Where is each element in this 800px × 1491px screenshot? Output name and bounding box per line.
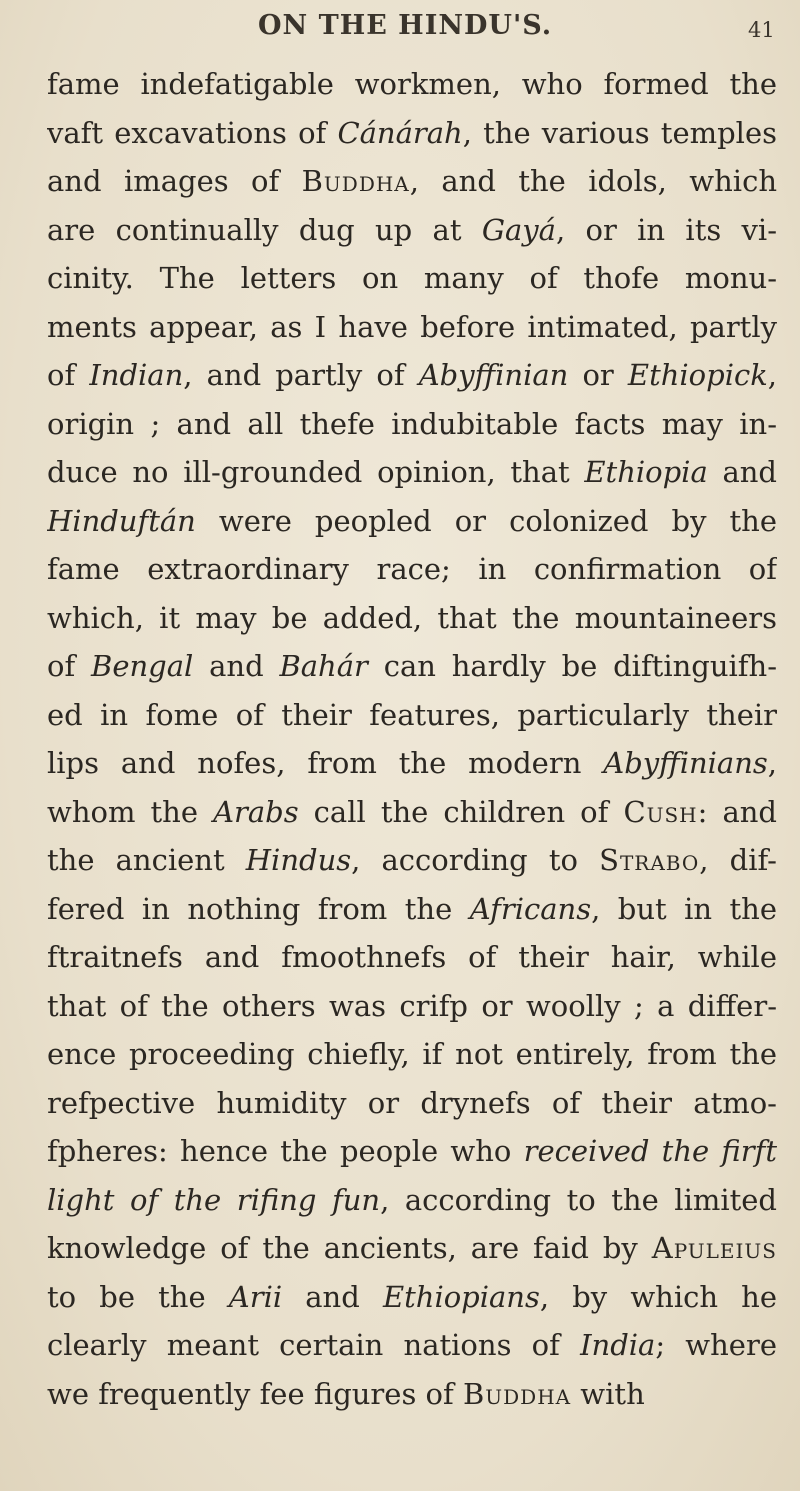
text-segment: , the various temples <box>462 115 777 150</box>
text-line <box>47 109 777 158</box>
text-line <box>47 933 777 982</box>
text-segment: with <box>571 1376 645 1411</box>
text-line <box>47 351 777 400</box>
running-title: ON THE HINDU'S. <box>258 10 553 41</box>
text-segment: fame extraordinary race; in confirmation of <box>47 552 777 586</box>
text-segment: of <box>47 649 92 683</box>
text-line <box>47 1127 777 1176</box>
small-caps-text: Strabo <box>599 843 700 877</box>
text-segment: knowledge of the ancients, are faid by <box>47 1231 652 1265</box>
italic-text: Ethiopia <box>584 455 708 489</box>
italic-text: Hinduftán <box>47 503 196 538</box>
text-segment: ence proceeding chiefly, if not entirely, from the <box>47 1037 777 1071</box>
text-segment: whom the <box>47 794 214 829</box>
text-line <box>47 497 777 546</box>
text-line <box>47 885 777 934</box>
text-segment: , and the idols, which <box>409 164 777 198</box>
text-segment: ftraitnefs and fmoothnefs of their hair, while <box>47 940 777 974</box>
text-segment: are continually dug up at <box>47 212 482 247</box>
text-segment: and <box>282 1279 383 1314</box>
text-line <box>47 836 777 885</box>
text-segment: and images of <box>47 164 302 198</box>
italic-text: Abyffinians <box>603 746 768 780</box>
text-segment: fame indefatigable workmen, who formed the <box>47 67 777 101</box>
italic-text: Bahár <box>279 649 368 683</box>
text-line <box>47 642 777 691</box>
text-line <box>47 60 777 109</box>
text-line <box>47 448 777 497</box>
text-segment: call the children of <box>298 794 624 829</box>
text-segment: , or in its vi- <box>555 212 777 247</box>
text-segment: were peopled or colonized by the <box>195 503 777 538</box>
text-segment: , dif- <box>699 843 777 877</box>
text-segment: , and partly of <box>183 358 419 392</box>
text-segment: ed in fome of their features, particularly their <box>47 697 777 732</box>
small-caps-text: Buddha <box>301 164 410 198</box>
body-text <box>47 60 777 1418</box>
text-line <box>47 1224 777 1273</box>
text-segment: fpheres: hence the people who <box>47 1134 524 1168</box>
text-segment: the ancient <box>47 843 246 877</box>
text-line <box>47 206 777 255</box>
text-segment: of <box>47 358 90 392</box>
text-line <box>47 1079 777 1128</box>
text-segment: , according to the limited <box>380 1182 777 1217</box>
small-caps-text: Apuleius <box>651 1231 777 1265</box>
text-segment: origin ; and all thefe indubitable facts may in- <box>47 406 777 441</box>
text-line <box>47 982 777 1031</box>
text-segment: and <box>707 455 777 489</box>
text-line <box>47 1030 777 1079</box>
text-segment: lips and nofes, from the modern <box>47 746 604 780</box>
text-segment: duce no ill-grounded opinion, that <box>47 455 585 489</box>
text-segment: clearly meant certain nations of <box>47 1328 581 1362</box>
text-line <box>47 1176 777 1225</box>
text-segment: which, it may be added, that the mountaineers <box>47 600 777 635</box>
text-segment: can hardly be diftinguifh- <box>367 649 777 683</box>
text-segment: , <box>767 358 777 392</box>
text-segment: and <box>193 649 280 683</box>
italic-text: received the firft <box>523 1134 777 1168</box>
italic-text: Cánárah <box>337 115 463 150</box>
text-line <box>47 303 777 352</box>
small-caps-text: Buddha <box>462 1376 572 1411</box>
text-line <box>47 1370 777 1419</box>
running-head <box>0 8 800 44</box>
italic-text: Arii <box>228 1279 283 1314</box>
text-line <box>47 691 777 740</box>
text-segment: to be the <box>47 1279 229 1314</box>
text-line <box>47 739 777 788</box>
italic-text: Bengal <box>91 649 194 683</box>
text-segment: ments appear, as I have before intimated, partly <box>47 309 777 344</box>
text-segment: that of the others was crifp or woolly ; a differ- <box>47 988 777 1023</box>
text-segment: , by which he <box>539 1279 777 1314</box>
text-line <box>47 400 777 449</box>
text-line <box>47 545 777 594</box>
text-segment: : and <box>697 794 777 829</box>
italic-text: Africans <box>469 891 592 926</box>
text-line <box>47 157 777 206</box>
italic-text: Ethiopians <box>382 1279 540 1314</box>
italic-text: Gayá <box>481 212 556 247</box>
text-segment: vaft excavations of <box>47 115 338 150</box>
text-segment: , according to <box>351 843 600 877</box>
text-segment: ; where <box>655 1328 777 1362</box>
italic-text: Ethiopick <box>627 358 768 392</box>
italic-text: Indian <box>89 358 184 392</box>
page-number: 41 <box>748 18 775 42</box>
text-line <box>47 1321 777 1370</box>
text-segment: cinity. The letters on many of thofe monu- <box>47 261 777 295</box>
text-segment: we frequently fee figures of <box>47 1376 463 1411</box>
italic-text: light of the rifing fun <box>47 1182 381 1217</box>
text-line <box>47 254 777 303</box>
italic-text: Arabs <box>213 794 299 829</box>
text-segment: refpective humidity or drynefs of their atmo- <box>47 1085 777 1120</box>
italic-text: Hindus <box>245 843 352 877</box>
text-segment: , <box>767 746 777 780</box>
text-segment: or <box>568 358 628 392</box>
italic-text: India <box>580 1328 656 1362</box>
text-segment: , but in the <box>591 891 777 926</box>
text-line <box>47 1273 777 1322</box>
text-line <box>47 788 777 837</box>
text-line <box>47 594 777 643</box>
small-caps-text: Cush <box>623 794 698 829</box>
italic-text: Abyffinian <box>418 358 569 392</box>
text-segment: fered in nothing from the <box>47 891 470 926</box>
